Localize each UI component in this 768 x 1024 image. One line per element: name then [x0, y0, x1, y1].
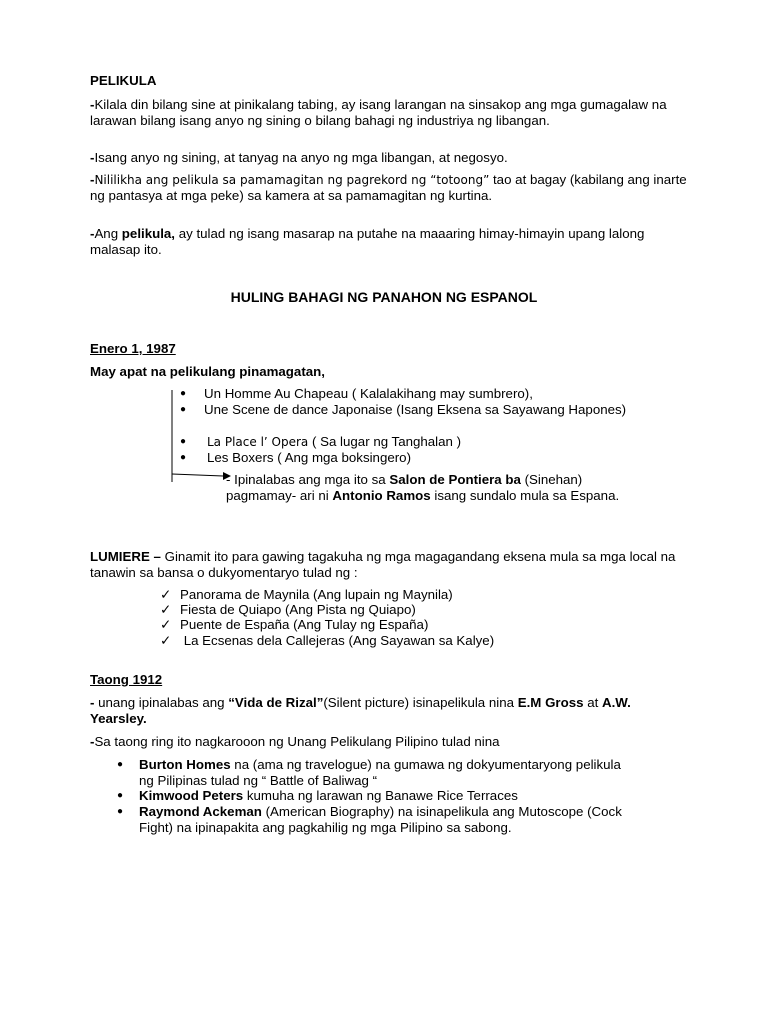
- bracket-horizontal-line: [172, 474, 223, 476]
- bullet-icon: ●: [117, 759, 124, 770]
- paragraph-nililikha: -Nililikha ang pelikula sa pamamagitan ng pagrekord ng “totoong” tao at bagay (kabilang ang inarte ng pantasya at mga peke) sa kamera at sa pamamagitan ng kurtina.: [90, 172, 687, 203]
- checkmark-icon: ✓: [160, 617, 172, 632]
- heading-pelikula: PELIKULA: [90, 73, 157, 88]
- bullet-icon: ●: [180, 404, 187, 415]
- checkmark-icon: ✓: [160, 587, 172, 602]
- checkmark-icon: ✓: [160, 602, 172, 617]
- bullet-icon: ●: [117, 790, 124, 801]
- date-taong-1912: Taong 1912: [90, 672, 163, 687]
- paragraph-kilala: -Kilala din bilang sine at pinikalang tabing, ay isang larangan na sinsakop ang mga gumagalaw na larawan bilang isang anyo ng sining o bilang bahagi ng industriya ng libangan.: [90, 97, 667, 128]
- paragraph-vida-de-rizal: - unang ipinalabas ang “Vida de Rizal”(Silent picture) isinapelikula nina E.M Gross at A.W. Yearsley.: [90, 695, 631, 726]
- bullet-icon: ●: [180, 388, 187, 399]
- document-page: PELIKULA -Kilala din bilang sine at pinikalang tabing, ay isang larangan na sinsakop ang mga gumagalaw na larawan bilang isang anyo ng sining o bilang bahagi ng industriya ng libangan. -Isang anyo ng sining, at tanyag na anyo ng mga libangan, at negosyo. -Nililikha ang pelikula sa pamamagitan ng pagrekord ng “totoong” tao at bagay (kabilang ang inarte ng pantasya at mga peke) sa kamera at sa pamamagitan ng kurtina. -Ang pelikula, ay tulad ng isang masarap na putahe na maaaring himay-himayin upang lalong malasap ito. HULING BAHAGI NG PANAHON NG ESPANOL Enero 1, 1987 May apat na pelikulang pinamagatan, ● Un Homme Au Chapeau ( Kalalakihang may sumbrero), ● Une Scene de dance Japonaise (Isang Eksena sa Sayawang Hapones) ● La Place l’ Opera ( Sa lugar ng Tanghalan ) ● Les Boxers ( Ang mga boksingero) - Ipinalabas ang mga ito sa Salon de Pontiera ba (Sinehan) pagmamay- ari ni Antonio Ramos isang sundalo mula sa Espana. LUMIERE – Ginamit ito para gawing tagakuha ng mga magagandang eksena mula sa mga local na tanawin sa bansa o dukyomentaryo tulad ng : ✓ Panorama de Maynila (Ang lupain ng Maynila) ✓ Fiesta de Quiapo (Ang Pista ng Quiapo) ✓ Puente de España (Ang Tulay ng España) ✓ La Ecsenas dela Callejeras (Ang Sayawan sa Kalye) Taong 1912 - unang ipinalabas ang “Vida de Rizal”(Silent picture) isinapelikula nina E.M Gross at A.W. Yearsley. -Sa taong ring ito nagkarooon ng Unang Pelikulang Pilipino tulad nina ● Burton Homes na (ama ng travelogue) na gumawa ng dokyumentaryong pelikula ng Pilipinas tulad ng “ Battle of Baliwag “ ● Kimwood Peters kumuha ng larawan ng Banawe Rice Terraces ● Raymond Ackeman (American Biography) na isinapelikula ang Mutoscope (Cock Fight) na ipinapakita ang pagkahilig ng mga Pilipino sa sabong.: [0, 0, 768, 1024]
- bullet-icon: ●: [117, 806, 124, 817]
- section-title: HULING BAHAGI NG PANAHON NG ESPANOL: [230, 289, 538, 305]
- bullet-icon: ●: [180, 452, 187, 463]
- date-enero: Enero 1, 1987: [90, 341, 176, 356]
- paragraph-ang-pelikula: -Ang pelikula, ay tulad ng isang masarap na putahe na maaaring himay-himayin upang lalong malasap ito.: [90, 226, 645, 257]
- paragraph-isang-anyo: -Isang anyo ng sining, at tanyag na anyo ng mga libangan, at negosyo.: [90, 150, 508, 165]
- bullet-icon: ●: [180, 436, 187, 447]
- paragraph-sa-taong: -Sa taong ring ito nagkarooon ng Unang Pelikulang Pilipino tulad nina: [90, 734, 500, 749]
- note-ipinalabas: - Ipinalabas ang mga ito sa Salon de Pontiera ba (Sinehan) pagmamay- ari ni Antonio Ramos isang sundalo mula sa Espana.: [226, 472, 620, 503]
- paragraph-lumiere: LUMIERE – Ginamit ito para gawing tagakuha ng mga magagandang eksena mula sa mga local na tanawin sa bansa o dukyomentaryo tulad ng :: [90, 549, 676, 580]
- intro-apat-na-pelikula: May apat na pelikulang pinamagatan,: [90, 364, 325, 379]
- checkmark-icon: ✓: [160, 633, 172, 648]
